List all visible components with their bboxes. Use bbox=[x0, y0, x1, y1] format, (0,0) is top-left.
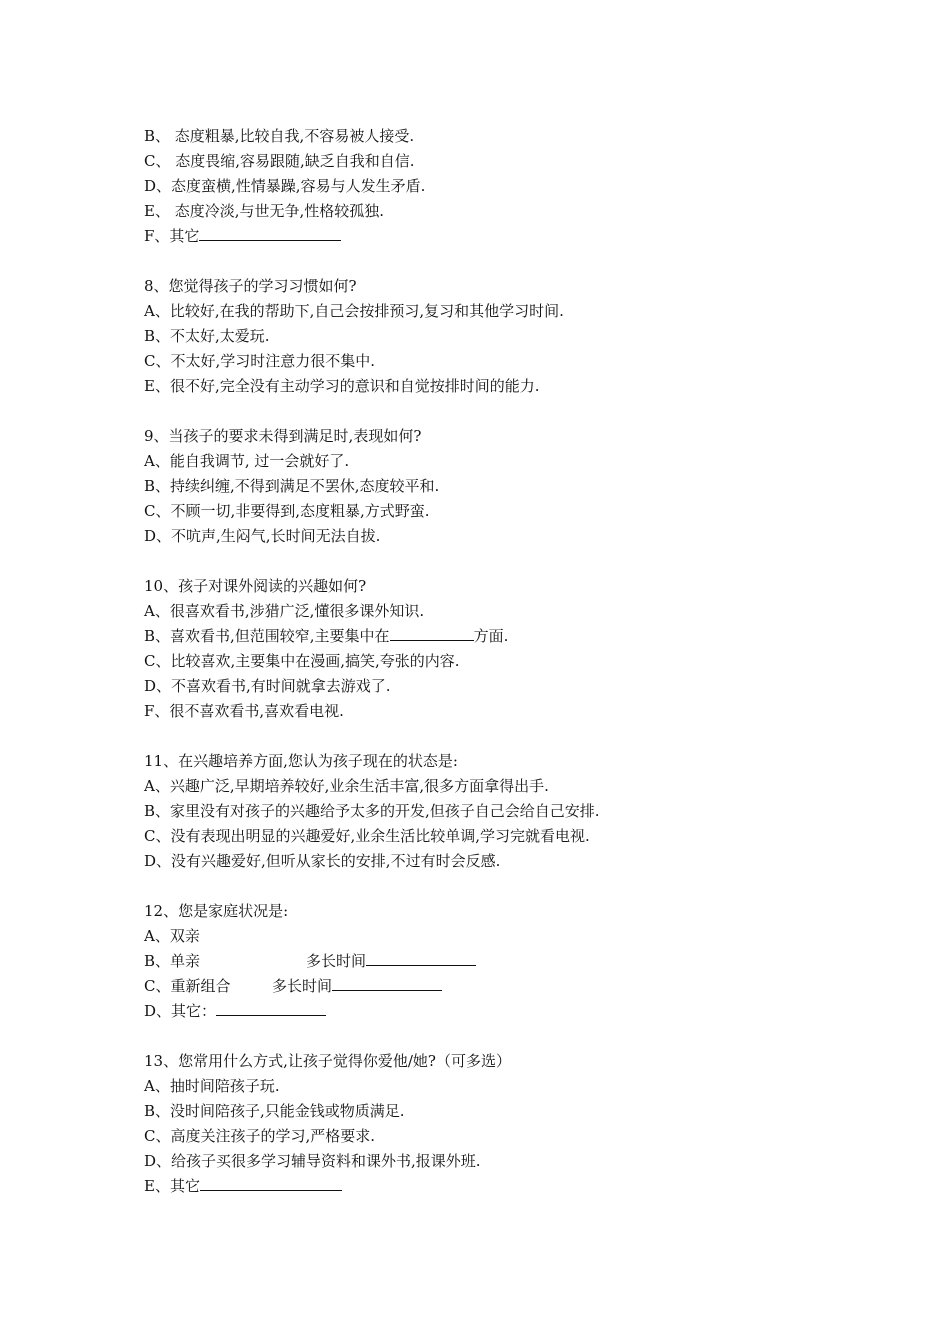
option-10b-suffix: 方面. bbox=[473, 627, 509, 645]
survey-page bbox=[144, 124, 844, 1199]
option-13d: D、给孩子买很多学习辅导资料和课外书,报课外班. bbox=[144, 1152, 481, 1170]
option-13e bbox=[144, 1174, 844, 1199]
option-12c-duration: 多长时间 bbox=[272, 977, 333, 995]
fill-in-blank[interactable] bbox=[390, 624, 474, 641]
option-7b: B、 态度粗暴,比较自我,不容易被人接受. bbox=[144, 127, 415, 145]
question-13-title: 13、您常用什么方式,让孩子觉得你爱他/她?（可多选） bbox=[144, 1052, 511, 1070]
option-9a: A、能自我调节, 过一会就好了. bbox=[144, 452, 350, 470]
option-11c: C、没有表现出明显的兴趣爱好,业余生活比较单调,学习完就看电视. bbox=[144, 827, 590, 845]
option-7f bbox=[144, 224, 844, 249]
option-9d: D、不吭声,生闷气,长时间无法自拔. bbox=[144, 527, 381, 545]
option-12c bbox=[144, 974, 844, 999]
option-9c: C、不顾一切,非要得到,态度粗暴,方式野蛮. bbox=[144, 502, 430, 520]
question-8-title: 8、您觉得孩子的学习习惯如何? bbox=[144, 277, 357, 295]
option-13b: B、没时间陪孩子,只能金钱或物质满足. bbox=[144, 1102, 405, 1120]
fill-in-blank[interactable] bbox=[332, 974, 442, 991]
option-8b: B、不太好,太爱玩. bbox=[144, 327, 270, 345]
option-12c-label: C、重新组合 bbox=[144, 977, 231, 995]
option-11d: D、没有兴趣爱好,但听从家长的安排,不过有时会反感. bbox=[144, 852, 501, 870]
question-9-title: 9、当孩子的要求未得到满足时,表现如何? bbox=[144, 427, 422, 445]
option-11b: B、家里没有对孩子的兴趣给予太多的开发,但孩子自己会给自己安排. bbox=[144, 802, 600, 820]
option-10f: F、很不喜欢看书,喜欢看电视. bbox=[144, 702, 344, 720]
question-11-title: 11、在兴趣培养方面,您认为孩子现在的状态是: bbox=[144, 752, 458, 770]
fill-in-blank[interactable] bbox=[199, 224, 341, 241]
option-8e: E、很不好,完全没有主动学习的意识和自觉按排时间的能力. bbox=[144, 377, 540, 395]
option-12d-label: D、其它： bbox=[144, 1002, 217, 1020]
option-11a: A、兴趣广泛,早期培养较好,业余生活丰富,很多方面拿得出手. bbox=[144, 777, 549, 795]
fill-in-blank[interactable] bbox=[216, 999, 326, 1016]
option-12b-label: B、单亲 bbox=[144, 952, 201, 970]
section-gap bbox=[144, 1024, 844, 1049]
fill-in-blank[interactable] bbox=[366, 949, 476, 966]
option-10d: D、不喜欢看书,有时间就拿去游戏了. bbox=[144, 677, 391, 695]
question-10-title: 10、孩子对课外阅读的兴趣如何? bbox=[144, 577, 367, 595]
option-12b-duration: 多长时间 bbox=[306, 952, 367, 970]
option-10b bbox=[144, 624, 844, 649]
section-gap bbox=[144, 724, 844, 749]
option-12b bbox=[144, 949, 844, 974]
option-10b-label: B、喜欢看书,但范围较窄,主要集中在 bbox=[144, 627, 390, 645]
option-13c: C、高度关注孩子的学习,严格要求. bbox=[144, 1127, 376, 1145]
option-8a: A、比较好,在我的帮助下,自己会按排预习,复习和其他学习时间. bbox=[144, 302, 564, 320]
section-gap bbox=[144, 874, 844, 899]
option-10a: A、很喜欢看书,涉猎广泛,懂很多课外知识. bbox=[144, 602, 425, 620]
option-12d bbox=[144, 999, 844, 1024]
option-7e: E、 态度冷淡,与世无争,性格较孤独. bbox=[144, 202, 385, 220]
option-7c: C、 态度畏缩,容易跟随,缺乏自我和自信. bbox=[144, 152, 415, 170]
option-7f-label: F、其它 bbox=[144, 227, 200, 245]
fill-in-blank[interactable] bbox=[200, 1174, 342, 1191]
question-12-title: 12、您是家庭状况是: bbox=[144, 902, 289, 920]
section-gap bbox=[144, 549, 844, 574]
option-13a: A、抽时间陪孩子玩. bbox=[144, 1077, 280, 1095]
option-10c: C、比较喜欢,主要集中在漫画,搞笑,夸张的内容. bbox=[144, 652, 460, 670]
option-12a: A、双亲 bbox=[144, 927, 200, 945]
section-gap bbox=[144, 399, 844, 424]
option-8c: C、不太好,学习时注意力很不集中. bbox=[144, 352, 376, 370]
section-gap bbox=[144, 249, 844, 274]
option-7d: D、态度蛮横,性情暴躁,容易与人发生矛盾. bbox=[144, 177, 426, 195]
option-13e-label: E、其它 bbox=[144, 1177, 200, 1195]
option-9b: B、持续纠缠,不得到满足不罢休,态度较平和. bbox=[144, 477, 440, 495]
